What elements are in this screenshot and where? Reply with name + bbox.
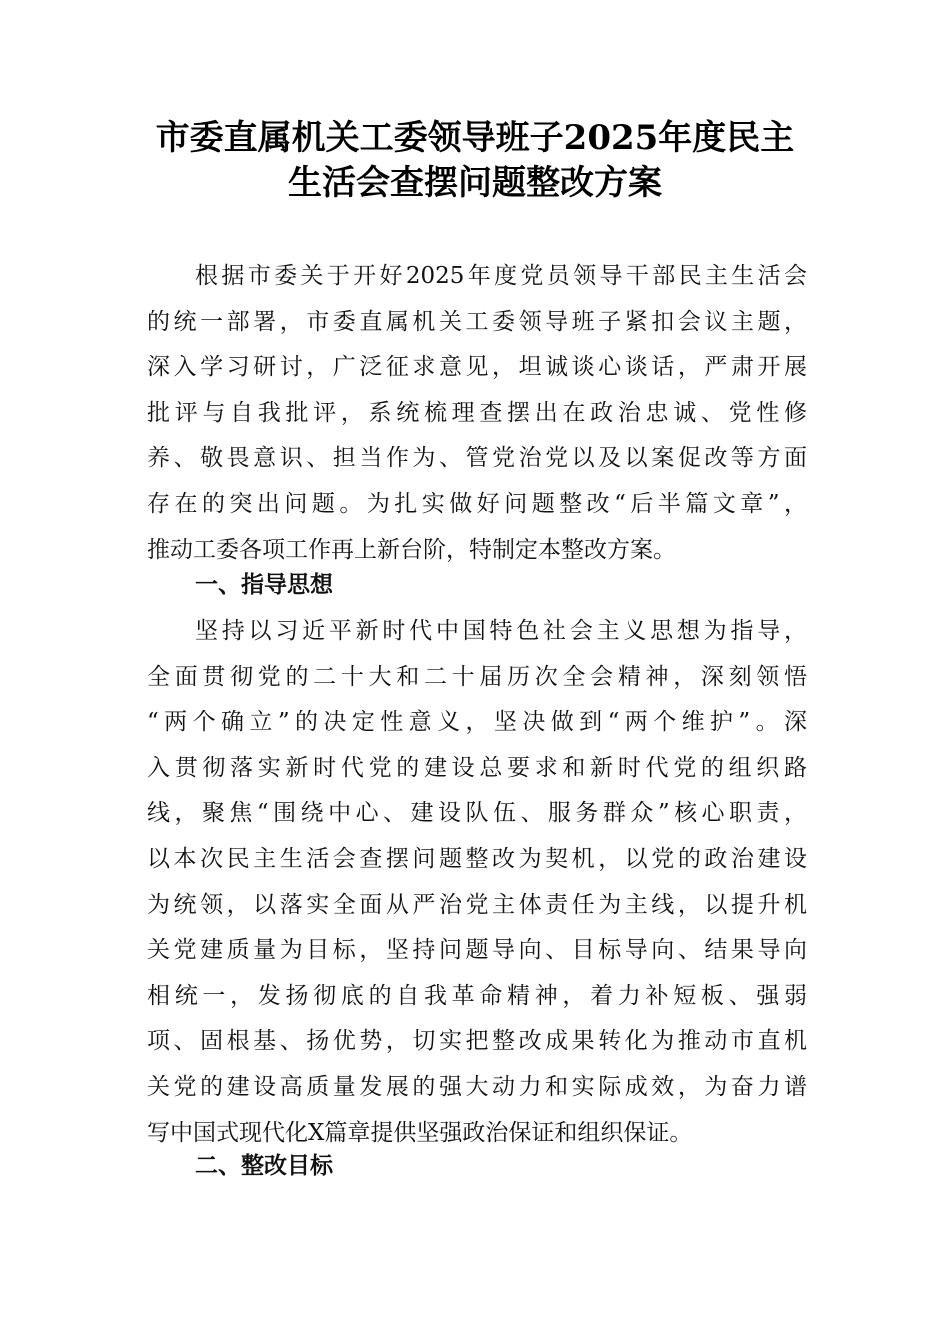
paragraph-line: “两个确立”的决定性意义，坚决做到“两个维护”。深 xyxy=(147,709,807,736)
paragraph-line: 关党的建设高质量发展的强大动力和实际成效，为奋力谱 xyxy=(147,1073,807,1100)
document-title-line-2: 生活会查摆问题整改方案 xyxy=(288,163,662,203)
paragraph-line: 坚持以习近平新时代中国特色社会主义思想为指导， xyxy=(195,618,807,644)
intro-line: 存在的突出问题。为扎实做好问题整改“后半篇文章”， xyxy=(147,490,807,517)
intro-line: 深入学习研讨，广泛征求意见，坦诚谈心谈话，严肃开展 xyxy=(147,354,807,381)
paragraph-line: 以本次民主生活会查摆问题整改为契机，以党的政治建设 xyxy=(147,845,807,872)
paragraph-line: 线，聚焦“围绕中心、建设队伍、服务群众”核心职责， xyxy=(147,800,807,827)
intro-paragraph xyxy=(147,254,807,573)
document-title-line-1: 市委直属机关工委领导班子2025年度民主 xyxy=(155,118,795,158)
paragraph-line: 项、固根基、扬优势，切实把整改成果转化为推动市直机 xyxy=(147,1028,807,1055)
paragraph-line: 全面贯彻党的二十大和二十届历次全会精神，深刻领悟 xyxy=(147,663,807,690)
intro-line: 批评与自我批评，系统梳理查摆出在政治忠诚、党性修 xyxy=(147,399,807,426)
intro-line: 推动工委各项工作再上新台阶，特制定本整改方案。 xyxy=(147,536,676,563)
paragraph-line: 关党建质量为目标，坚持问题导向、目标导向、结果导向 xyxy=(147,937,807,964)
section-heading-guiding-ideology: 一、指导思想 xyxy=(195,572,333,598)
guiding-ideology-paragraph xyxy=(147,609,807,1156)
paragraph-line: 为统领，以落实全面从严治党主体责任为主线，以提升机 xyxy=(147,891,807,918)
paragraph-line: 写中国式现代化X篇章提供坚强政治保证和组织保证。 xyxy=(147,1119,693,1146)
paragraph-line: 相统一，发扬彻底的自我革命精神，着力补短板、强弱 xyxy=(147,982,807,1009)
intro-line: 养、敬畏意识、担当作为、管党治党以及以案促改等方面 xyxy=(147,445,807,472)
intro-line: 的统一部署，市委直属机关工委领导班子紧扣会议主题， xyxy=(147,308,807,335)
paragraph-line: 入贯彻落实新时代党的建设总要求和新时代党的组织路 xyxy=(147,754,807,781)
intro-line: 根据市委关于开好2025年度党员领导干部民主生活会 xyxy=(195,263,807,289)
section-heading-rectification-goals: 二、整改目标 xyxy=(195,1153,333,1179)
